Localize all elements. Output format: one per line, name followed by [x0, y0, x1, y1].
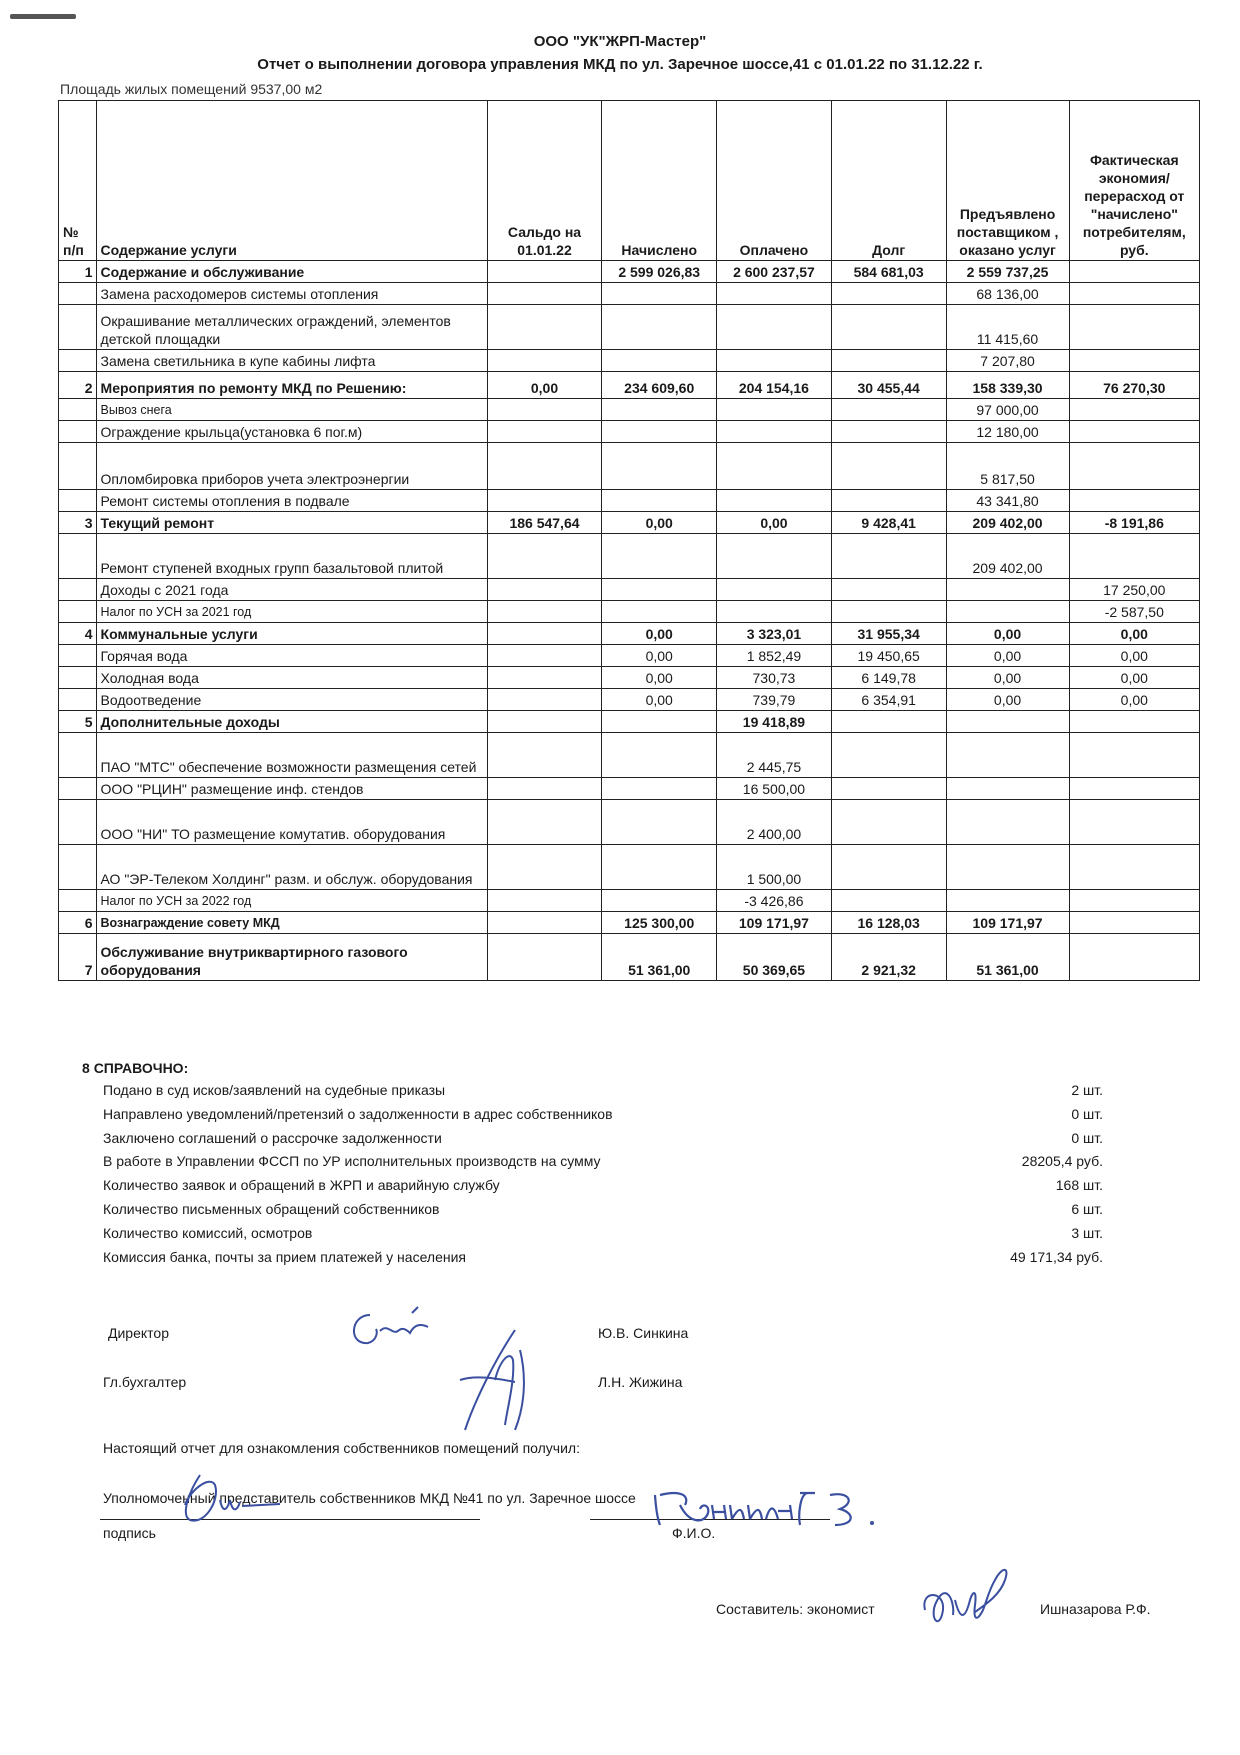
cell-charged	[602, 579, 717, 601]
table-row	[59, 667, 1200, 689]
cell-service: Дополнительные доходы	[96, 711, 487, 733]
cell-presented: 97 000,00	[946, 399, 1069, 421]
cell-num	[59, 800, 97, 845]
cell-service: Замена расходомеров системы отопления	[96, 283, 487, 305]
cell-charged	[602, 778, 717, 800]
table-row	[59, 399, 1200, 421]
table-row	[59, 934, 1200, 981]
accountant-label: Гл.бухгалтер	[103, 1374, 187, 1390]
cell-service: Ремонт ступеней входных групп базальтовой плитой	[96, 534, 487, 579]
cell-num: 5	[59, 711, 97, 733]
table-row	[59, 512, 1200, 534]
table-row	[59, 912, 1200, 934]
reference-item	[103, 1201, 1103, 1223]
cell-num	[59, 579, 97, 601]
cell-charged: 0,00	[602, 623, 717, 645]
cell-presented: 0,00	[946, 689, 1069, 711]
col-charged-header: Начислено	[602, 101, 717, 261]
cell-service: Опломбировка приборов учета электроэнергии	[96, 443, 487, 490]
reference-item-label: Направлено уведомлений/претензий о задолженности в адрес собственников	[103, 1105, 613, 1122]
cell-num	[59, 350, 97, 372]
cell-service: Содержание и обслуживание	[96, 261, 487, 283]
cell-service: Вознаграждение совету МКД	[96, 912, 487, 934]
cell-paid: 3 323,01	[717, 623, 832, 645]
cell-presented: 68 136,00	[946, 283, 1069, 305]
cell-service: ООО "РЦИН" размещение инф. стендов	[96, 778, 487, 800]
table-row	[59, 490, 1200, 512]
cell-presented: 5 817,50	[946, 443, 1069, 490]
representative-text: Уполномоченный представитель собственников МКД №41 по ул. Заречное шоссе	[103, 1490, 636, 1506]
reference-item-value: 6 шт.	[1071, 1201, 1103, 1217]
reference-item-label: Количество комиссий, осмотров	[103, 1224, 313, 1241]
cell-num	[59, 890, 97, 912]
cell-paid: 16 500,00	[717, 778, 832, 800]
cell-charged	[602, 305, 717, 350]
cell-saldo	[487, 443, 602, 490]
col-service-header: Содержание услуги	[96, 101, 487, 261]
received-text: Настоящий отчет для ознакомления собственников помещений получил:	[103, 1440, 580, 1456]
report-table	[58, 100, 1200, 981]
living-area: Площадь жилых помещений 9537,00 м2	[60, 81, 323, 97]
cell-saldo	[487, 711, 602, 733]
cell-economy	[1069, 934, 1199, 981]
cell-debt	[831, 601, 946, 623]
cell-economy	[1069, 399, 1199, 421]
cell-service: Замена светильника в купе кабины лифта	[96, 350, 487, 372]
cell-saldo	[487, 350, 602, 372]
cell-charged	[602, 443, 717, 490]
cell-service: Мероприятия по ремонту МКД по Решению:	[96, 372, 487, 399]
cell-service: Горячая вода	[96, 645, 487, 667]
cell-paid: 204 154,16	[717, 372, 832, 399]
cell-saldo	[487, 305, 602, 350]
cell-service: Налог по УСН за 2021 год	[96, 601, 487, 623]
cell-debt	[831, 890, 946, 912]
cell-debt: 9 428,41	[831, 512, 946, 534]
cell-service: Водоотведение	[96, 689, 487, 711]
sign-label: подпись	[103, 1525, 156, 1541]
table-row	[59, 890, 1200, 912]
cell-num	[59, 845, 97, 890]
cell-charged	[602, 490, 717, 512]
cell-service: АО "ЭР-Телеком Холдинг" разм. и обслуж. оборудования	[96, 845, 487, 890]
cell-presented: 209 402,00	[946, 512, 1069, 534]
cell-economy: 17 250,00	[1069, 579, 1199, 601]
cell-debt	[831, 711, 946, 733]
table-row	[59, 443, 1200, 490]
cell-charged	[602, 399, 717, 421]
cell-num	[59, 733, 97, 778]
cell-saldo	[487, 645, 602, 667]
cell-paid: -3 426,86	[717, 890, 832, 912]
cell-service: Холодная вода	[96, 667, 487, 689]
cell-presented: 7 207,80	[946, 350, 1069, 372]
reference-item	[103, 1177, 1103, 1199]
cell-saldo	[487, 845, 602, 890]
reference-item	[103, 1082, 1103, 1104]
signature-line	[100, 1519, 480, 1520]
table-header-row	[59, 101, 1200, 261]
cell-paid	[717, 579, 832, 601]
cell-debt	[831, 579, 946, 601]
compiler-label: Составитель: экономист	[716, 1601, 875, 1617]
cell-charged: 0,00	[602, 645, 717, 667]
cell-num	[59, 305, 97, 350]
cell-service: Ограждение крыльца(установка 6 пог.м)	[96, 421, 487, 443]
cell-economy: 0,00	[1069, 623, 1199, 645]
cell-debt: 31 955,34	[831, 623, 946, 645]
cell-num: 3	[59, 512, 97, 534]
cell-economy: 0,00	[1069, 689, 1199, 711]
table-row	[59, 534, 1200, 579]
col-economy-header: Фактическая экономия/перерасход от "начислено" потребителям, руб.	[1069, 101, 1199, 261]
cell-economy: 76 270,30	[1069, 372, 1199, 399]
cell-economy	[1069, 305, 1199, 350]
cell-economy	[1069, 443, 1199, 490]
representative-signature	[160, 1470, 290, 1530]
reference-item-value: 28205,4 руб.	[1021, 1153, 1103, 1170]
cell-service: Обслуживание внутриквартирного газового оборудования	[96, 934, 487, 981]
cell-saldo	[487, 421, 602, 443]
cell-paid	[717, 443, 832, 490]
cell-economy: 0,00	[1069, 667, 1199, 689]
cell-debt	[831, 490, 946, 512]
table-row	[59, 283, 1200, 305]
cell-economy	[1069, 350, 1199, 372]
col-debt-header: Долг	[831, 101, 946, 261]
reference-item-label: В работе в Управлении ФССП по УР исполнительных производств на сумму	[103, 1153, 601, 1170]
reference-item-value: 49 171,34 руб.	[1010, 1248, 1103, 1265]
cell-economy	[1069, 912, 1199, 934]
cell-charged: 0,00	[602, 512, 717, 534]
cell-service: Налог по УСН за 2022 год	[96, 890, 487, 912]
cell-service: Коммунальные услуги	[96, 623, 487, 645]
cell-economy	[1069, 778, 1199, 800]
representative-name-handwritten	[650, 1485, 950, 1535]
report-title: Отчет о выполнении договора управления МКД по ул. Заречное шоссе,41 с 01.01.22 по 31.12.22 г.	[257, 56, 983, 73]
cell-presented	[946, 733, 1069, 778]
reference-item-label: Заключено соглашений о рассрочке задолженности	[103, 1129, 442, 1146]
cell-num	[59, 490, 97, 512]
cell-saldo	[487, 399, 602, 421]
cell-presented	[946, 800, 1069, 845]
cell-service: Вывоз снега	[96, 399, 487, 421]
cell-paid: 2 445,75	[717, 733, 832, 778]
reference-item	[103, 1106, 1103, 1128]
cell-num	[59, 601, 97, 623]
cell-debt	[831, 350, 946, 372]
cell-paid: 1 852,49	[717, 645, 832, 667]
cell-economy	[1069, 733, 1199, 778]
cell-saldo	[487, 733, 602, 778]
cell-charged: 0,00	[602, 689, 717, 711]
cell-charged: 125 300,00	[602, 912, 717, 934]
cell-presented	[946, 845, 1069, 890]
fio-label: Ф.И.О.	[672, 1525, 716, 1541]
cell-num: 7	[59, 934, 97, 981]
col-presented-header: Предъявлено поставщиком , оказано услуг	[946, 101, 1069, 261]
cell-num	[59, 443, 97, 490]
cell-paid	[717, 534, 832, 579]
cell-paid: 2 400,00	[717, 800, 832, 845]
table-row	[59, 800, 1200, 845]
cell-service: Доходы с 2021 года	[96, 579, 487, 601]
cell-paid	[717, 421, 832, 443]
cell-presented	[946, 890, 1069, 912]
cell-debt: 6 354,91	[831, 689, 946, 711]
table-row	[59, 305, 1200, 350]
cell-charged: 0,00	[602, 667, 717, 689]
cell-num	[59, 421, 97, 443]
cell-debt	[831, 283, 946, 305]
cell-economy: -8 191,86	[1069, 512, 1199, 534]
cell-paid	[717, 601, 832, 623]
cell-saldo: 0,00	[487, 372, 602, 399]
accountant-signature	[455, 1320, 565, 1440]
table-row	[59, 579, 1200, 601]
reference-item-label: Комиссия банка, почты за прием платежей у населения	[103, 1248, 466, 1265]
cell-charged	[602, 845, 717, 890]
table-row	[59, 421, 1200, 443]
cell-debt	[831, 399, 946, 421]
cell-debt	[831, 534, 946, 579]
cell-num: 4	[59, 623, 97, 645]
cell-service: ПАО "МТС" обеспечение возможности размещения сетей	[96, 733, 487, 778]
cell-num	[59, 534, 97, 579]
cell-economy	[1069, 283, 1199, 305]
table-row	[59, 261, 1200, 283]
cell-presented: 158 339,30	[946, 372, 1069, 399]
cell-paid: 19 418,89	[717, 711, 832, 733]
reference-item-value: 168 шт.	[1055, 1177, 1103, 1194]
cell-debt: 19 450,65	[831, 645, 946, 667]
cell-debt	[831, 421, 946, 443]
table-row	[59, 623, 1200, 645]
cell-saldo	[487, 534, 602, 579]
cell-charged: 2 599 026,83	[602, 261, 717, 283]
reference-item	[103, 1130, 1103, 1152]
table-row	[59, 845, 1200, 890]
cell-paid	[717, 283, 832, 305]
cell-num	[59, 645, 97, 667]
cell-economy	[1069, 421, 1199, 443]
reference-item-value: 2 шт.	[1071, 1082, 1103, 1098]
cell-num: 1	[59, 261, 97, 283]
col-saldo-header: Сальдо на 01.01.22	[487, 101, 602, 261]
reference-item-label: Подано в суд исков/заявлений на судебные приказы	[103, 1082, 446, 1098]
cell-saldo	[487, 261, 602, 283]
cell-debt: 16 128,03	[831, 912, 946, 934]
cell-economy	[1069, 534, 1199, 579]
reference-item	[103, 1249, 1103, 1271]
cell-presented: 43 341,80	[946, 490, 1069, 512]
reference-item	[103, 1225, 1103, 1247]
cell-debt: 6 149,78	[831, 667, 946, 689]
cell-economy	[1069, 261, 1199, 283]
cell-presented	[946, 711, 1069, 733]
cell-service: ООО "НИ" ТО размещение комутатив. оборудования	[96, 800, 487, 845]
cell-saldo	[487, 890, 602, 912]
cell-charged	[602, 601, 717, 623]
compiler-signature	[915, 1560, 1025, 1635]
cell-charged	[602, 800, 717, 845]
cell-debt	[831, 443, 946, 490]
cell-saldo	[487, 778, 602, 800]
reference-item-value: 0 шт.	[1071, 1129, 1103, 1146]
cell-service: Текущий ремонт	[96, 512, 487, 534]
cell-charged	[602, 890, 717, 912]
cell-num	[59, 399, 97, 421]
cell-economy	[1069, 711, 1199, 733]
cell-paid	[717, 305, 832, 350]
cell-saldo	[487, 934, 602, 981]
cell-paid: 0,00	[717, 512, 832, 534]
cell-paid: 2 600 237,57	[717, 261, 832, 283]
cell-economy: -2 587,50	[1069, 601, 1199, 623]
reference-item	[103, 1153, 1103, 1175]
reference-item-label: Количество письменных обращений собственников	[103, 1201, 440, 1217]
table-row	[59, 601, 1200, 623]
compiler-name: Ишназарова Р.Ф.	[1040, 1601, 1151, 1617]
cell-paid: 730,73	[717, 667, 832, 689]
cell-saldo	[487, 283, 602, 305]
cell-saldo	[487, 601, 602, 623]
reference-title: 8 СПРАВОЧНО:	[82, 1060, 189, 1076]
cell-economy	[1069, 890, 1199, 912]
cell-economy: 0,00	[1069, 645, 1199, 667]
cell-economy	[1069, 845, 1199, 890]
cell-service: Окрашивание металлических ограждений, элементов детской площадки	[96, 305, 487, 350]
scan-mark	[10, 14, 76, 19]
table-row	[59, 711, 1200, 733]
company-name: ООО "УК"ЖРП-Мастер"	[533, 33, 707, 50]
cell-charged	[602, 733, 717, 778]
cell-presented: 2 559 737,25	[946, 261, 1069, 283]
cell-num: 6	[59, 912, 97, 934]
cell-saldo	[487, 623, 602, 645]
cell-num	[59, 689, 97, 711]
cell-charged	[602, 711, 717, 733]
col-paid-header: Оплачено	[717, 101, 832, 261]
reference-item-value: 0 шт.	[1071, 1105, 1103, 1122]
table-row	[59, 689, 1200, 711]
reference-item-label: Количество заявок и обращений в ЖРП и аварийную службу	[103, 1177, 500, 1194]
cell-paid: 50 369,65	[717, 934, 832, 981]
table-row	[59, 372, 1200, 399]
cell-debt	[831, 305, 946, 350]
cell-num	[59, 778, 97, 800]
cell-presented: 0,00	[946, 623, 1069, 645]
cell-presented: 12 180,00	[946, 421, 1069, 443]
cell-presented: 0,00	[946, 667, 1069, 689]
cell-paid: 739,79	[717, 689, 832, 711]
director-signature	[340, 1305, 440, 1355]
cell-presented: 0,00	[946, 645, 1069, 667]
cell-saldo	[487, 689, 602, 711]
cell-presented	[946, 778, 1069, 800]
cell-paid	[717, 490, 832, 512]
cell-charged: 234 609,60	[602, 372, 717, 399]
director-name: Ю.В. Синкина	[598, 1325, 689, 1341]
cell-debt	[831, 733, 946, 778]
cell-charged: 51 361,00	[602, 934, 717, 981]
cell-saldo	[487, 667, 602, 689]
cell-presented	[946, 579, 1069, 601]
cell-saldo	[487, 579, 602, 601]
cell-economy	[1069, 490, 1199, 512]
cell-saldo	[487, 800, 602, 845]
cell-charged	[602, 534, 717, 579]
cell-debt	[831, 778, 946, 800]
table-row	[59, 733, 1200, 778]
cell-debt	[831, 845, 946, 890]
cell-charged	[602, 421, 717, 443]
cell-presented: 209 402,00	[946, 534, 1069, 579]
cell-saldo	[487, 490, 602, 512]
cell-charged	[602, 283, 717, 305]
cell-presented	[946, 601, 1069, 623]
cell-paid: 1 500,00	[717, 845, 832, 890]
cell-num	[59, 667, 97, 689]
cell-presented: 109 171,97	[946, 912, 1069, 934]
cell-saldo: 186 547,64	[487, 512, 602, 534]
cell-num: 2	[59, 372, 97, 399]
cell-paid: 109 171,97	[717, 912, 832, 934]
cell-num	[59, 283, 97, 305]
cell-debt: 584 681,03	[831, 261, 946, 283]
cell-paid	[717, 350, 832, 372]
cell-debt: 30 455,44	[831, 372, 946, 399]
reference-item-value: 3 шт.	[1071, 1224, 1103, 1241]
table-row	[59, 350, 1200, 372]
cell-presented: 51 361,00	[946, 934, 1069, 981]
cell-economy	[1069, 800, 1199, 845]
table-row	[59, 645, 1200, 667]
cell-paid	[717, 399, 832, 421]
col-num-header: № п/п	[59, 101, 97, 261]
cell-debt	[831, 800, 946, 845]
cell-saldo	[487, 912, 602, 934]
cell-debt: 2 921,32	[831, 934, 946, 981]
table-row	[59, 778, 1200, 800]
accountant-name: Л.Н. Жижина	[598, 1374, 683, 1390]
cell-service: Ремонт системы отопления в подвале	[96, 490, 487, 512]
director-label: Директор	[108, 1325, 169, 1341]
cell-charged	[602, 350, 717, 372]
cell-presented: 11 415,60	[946, 305, 1069, 350]
